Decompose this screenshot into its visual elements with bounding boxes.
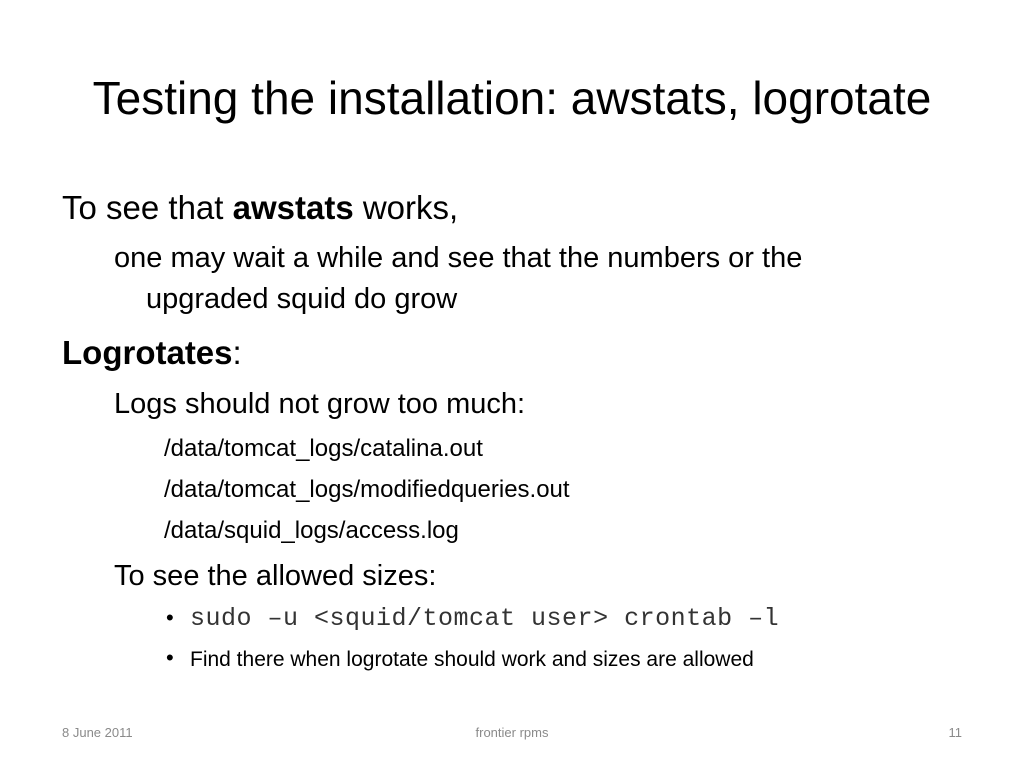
awstats-keyword: awstats: [232, 189, 354, 226]
awstats-suffix: works,: [353, 189, 459, 226]
log-file-access: /data/squid_logs/access.log: [164, 517, 459, 544]
log-file-modifiedqueries: /data/tomcat_logs/modifiedqueries.out: [164, 476, 570, 503]
logrotate-heading: Logrotates: [62, 334, 233, 371]
logs-intro: Logs should not grow too much:: [114, 388, 526, 420]
logrotate-heading-line: [62, 333, 242, 373]
bullet-note: •: [166, 645, 174, 670]
command-note: Find there when logrotate should work and sizes are allowed: [190, 648, 754, 671]
crontab-command: sudo –u <squid/tomcat user> crontab –l: [190, 604, 780, 633]
footer-title: frontier rpms: [475, 725, 549, 740]
bullet-command: •: [166, 605, 174, 630]
footer-date: 8 June 2011: [62, 725, 133, 740]
awstats-detail-line-1: one may wait a while and see that the numbers or the: [114, 242, 803, 274]
awstats-heading-line: [62, 188, 458, 228]
awstats-prefix: To see that: [62, 189, 233, 226]
awstats-detail-line-2: upgraded squid do grow: [146, 283, 458, 315]
sizes-intro: To see the allowed sizes:: [114, 560, 437, 592]
log-file-catalina: /data/tomcat_logs/catalina.out: [164, 435, 483, 462]
slide-title: Testing the installation: awstats, logrotate: [92, 72, 932, 124]
page-number: 11: [948, 725, 962, 740]
logrotate-heading-colon: :: [232, 334, 242, 371]
